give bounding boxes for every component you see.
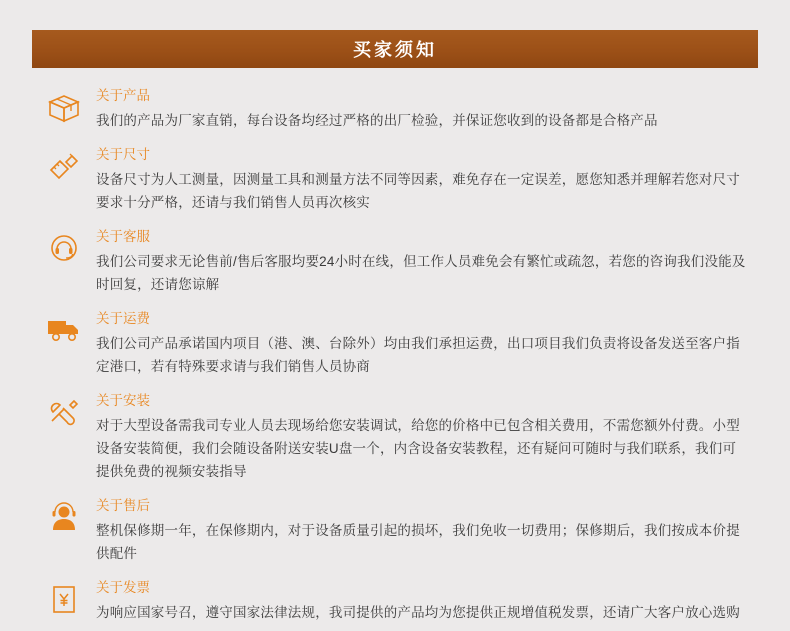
truck-shipping-icon: [32, 310, 96, 344]
page-header: [32, 30, 758, 68]
package-box-icon: [32, 87, 96, 123]
notice-body: 整机保修期一年，在保修期内，对于设备质量引起的损坏，我们免收一切费用；保修期后，我们按成本价提供配件: [96, 523, 740, 561]
notice-body: 我们公司产品承诺国内项目（港、澳、台除外）均由我们承担运费，出口项目我们负责将设备发送至客户指定港口，若有特殊要求请与我们销售人员协商: [96, 336, 740, 374]
notice-body: 我们公司要求无论售前/售后客服均要24小时在线，但工作人员难免会有繁忙或疏忽，若您的咨询我们没能及时回复，还请您谅解: [96, 254, 746, 292]
page-title: 买家须知: [353, 40, 437, 60]
notice-body: 为响应国家号召，遵守国家法律法规，我司提供的产品均为您提供正规增值税发票，还请广大客户放心选购: [96, 605, 740, 620]
notice-title: 关于售后: [96, 498, 150, 513]
list-item: [32, 490, 758, 572]
notice-title: 关于客服: [96, 229, 150, 244]
notice-body: 对于大型设备需我司专业人员去现场给您安装调试，给您的价格中已包含相关费用，不需您额外付费。小型设备安装简便，我们会随设备附送安装U盘一个，内含设备安装教程，还有疑问可随时与我们联系，我们可提供免费的视频安装指导: [96, 418, 740, 479]
notice-body: 我们的产品为厂家直销，每台设备均经过严格的出厂检验，并保证您收到的设备都是合格产品: [96, 113, 658, 128]
notice-title: 关于安装: [96, 393, 150, 408]
list-item: [32, 221, 758, 303]
wrench-screwdriver-icon: [32, 392, 96, 428]
notice-title: 关于产品: [96, 88, 150, 103]
list-item: [32, 572, 758, 631]
list-item: [32, 385, 758, 490]
list-item: [32, 80, 758, 139]
notice-body: 设备尺寸为人工测量，因测量工具和测量方法不同等因素，难免存在一定误差，愿您知悉并理解若您对尺寸要求十分严格，还请与我们销售人员再次核实: [96, 172, 740, 210]
notice-title: 关于运费: [96, 311, 150, 326]
invoice-yuan-icon: [32, 579, 96, 615]
notice-title: 关于尺寸: [96, 147, 150, 162]
headset-support-icon: [32, 228, 96, 264]
customer-service-agent-icon: [32, 497, 96, 533]
list-item: [32, 303, 758, 385]
list-item: [32, 139, 758, 221]
notice-list: [32, 80, 758, 631]
notice-title: 关于发票: [96, 580, 150, 595]
ruler-pencil-icon: [32, 146, 96, 182]
